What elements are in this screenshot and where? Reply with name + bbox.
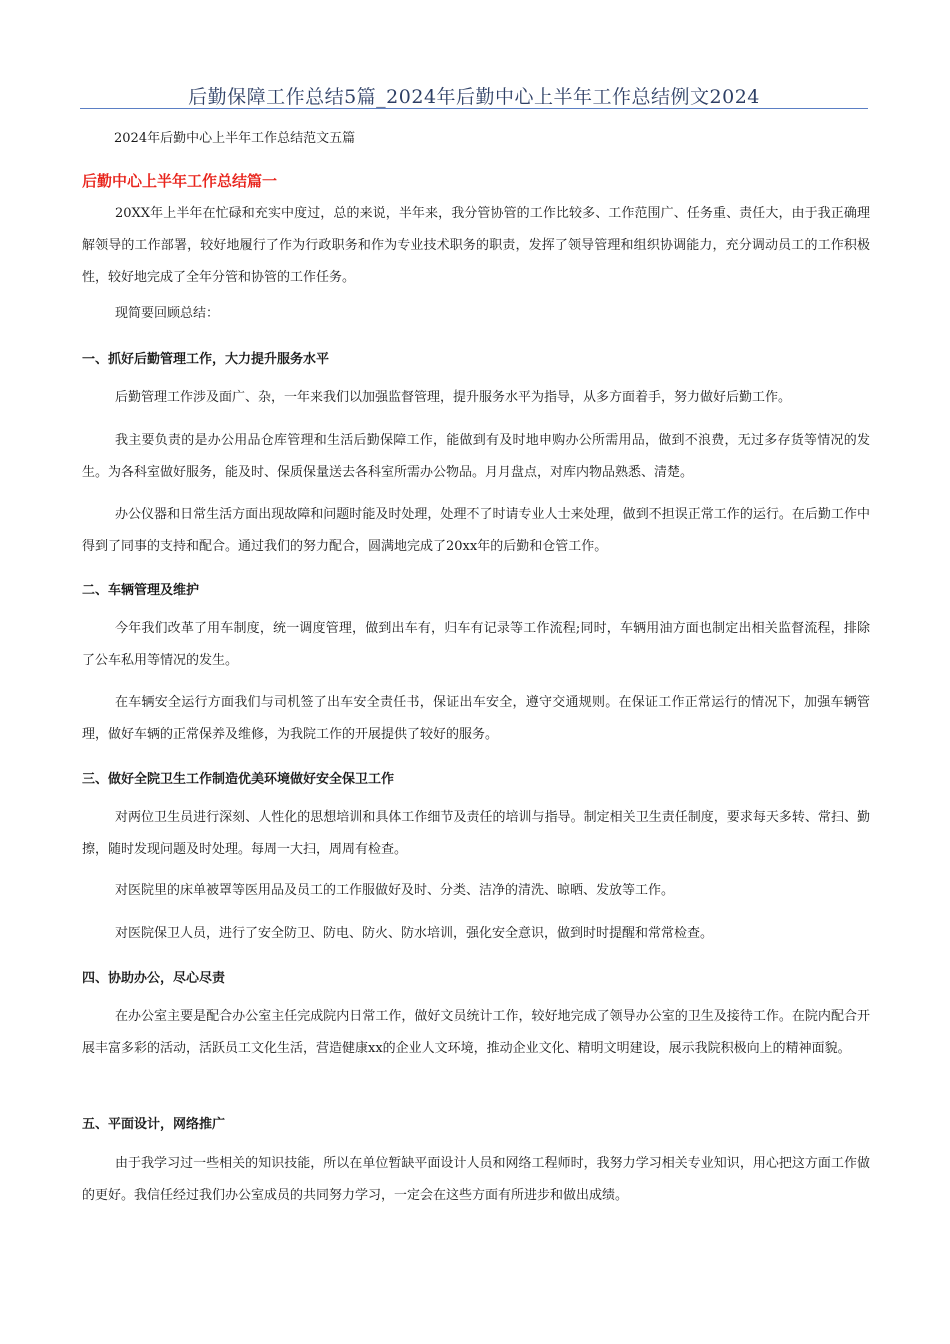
section-paragraph: 对两位卫生员进行深刻、人性化的思想培训和具体工作细节及责任的培训与指导。制定相关卫生责任制度，要求每天多转、常扫、勤擦，随时发现问题及时处理。每周一大扫，周周有检查。 bbox=[82, 810, 870, 857]
document-title: 后勤保障工作总结5篇_2024年后勤中心上半年工作总结例文2024 bbox=[188, 86, 760, 108]
section-paragraph: 在车辆安全运行方面我们与司机签了出车安全责任书，保证出车安全，遵守交通规则。在保证工作正常运行的情况下，加强车辆管理，做好车辆的正常保养及维修，为我院工作的开展提供了较好的服务。 bbox=[82, 695, 870, 742]
section-paragraph: 办公仪器和日常生活方面出现故障和问题时能及时处理，处理不了时请专业人士来处理，做到不担误正常工作的运行。在后勤工作中得到了同事的支持和配合。通过我们的努力配合，圆满地完成了20xx年的后勤和仓管工作。 bbox=[82, 507, 870, 554]
section-heading: 三、做好全院卫生工作制造优美环境做好安全保卫工作 bbox=[82, 772, 395, 787]
intro-paragraph: 20XX年上半年在忙碌和充实中度过，总的来说，半年来，我分管协管的工作比较多、工作范围广、任务重、责任大，由于我正确理解领导的工作部署，较好地履行了作为行政职务和作为专业技术职务的职责，发挥了领导管理和组织协调能力，充分调动员工的工作积极性，较好地完成了全年分管和协管的工作任务。 bbox=[82, 206, 870, 285]
intro-paragraph: 现简要回顾总结： bbox=[115, 306, 220, 321]
section-paragraph: 今年我们改革了用车制度，统一调度管理，做到出车有，归车有记录等工作流程;同时，车辆用油方面也制定出相关监督流程，排除了公车私用等情况的发生。 bbox=[82, 621, 870, 668]
section-paragraph: 对医院里的床单被罩等医用品及员工的工作服做好及时、分类、洁净的清洗、晾晒、发放等工作。 bbox=[115, 883, 675, 898]
section-heading: 四、协助办公，尽心尽责 bbox=[82, 971, 226, 986]
part-heading: 后勤中心上半年工作总结篇一 bbox=[82, 172, 278, 190]
document-subtitle: 2024年后勤中心上半年工作总结范文五篇 bbox=[114, 131, 356, 146]
section-paragraph: 由于我学习过一些相关的知识技能，所以在单位暂缺平面设计人员和网络工程师时，我努力学习相关专业知识，用心把这方面工作做的更好。我信任经过我们办公室成员的共同努力学习，一定会在这些方面有所进步和做出成绩。 bbox=[82, 1156, 870, 1203]
section-paragraph: 对医院保卫人员，进行了安全防卫、防电、防火、防水培训，强化安全意识，做到时时提醒和常常检查。 bbox=[115, 926, 714, 941]
section-paragraph: 我主要负责的是办公用品仓库管理和生活后勤保障工作，能做到有及时地申购办公所需用品，做到不浪费，无过多存货等情况的发生。为各科室做好服务，能及时、保质保量送去各科室所需办公物品。月月盘点，对库内物品熟悉、清楚。 bbox=[82, 433, 870, 480]
title-divider bbox=[80, 108, 868, 109]
section-paragraph: 在办公室主要是配合办公室主任完成院内日常工作，做好文员统计工作，较好地完成了领导办公室的卫生及接待工作。在院内配合开展丰富多彩的活动，活跃员工文化生活，营造健康xx的企业人文环境，推动企业文化、精明文明建设，展示我院积极向上的精神面貌。 bbox=[82, 1009, 870, 1056]
section-paragraph: 后勤管理工作涉及面广、杂，一年来我们以加强监督管理，提升服务水平为指导，从多方面着手，努力做好后勤工作。 bbox=[115, 390, 792, 405]
section-heading: 五、平面设计，网络推广 bbox=[82, 1117, 226, 1132]
section-heading: 一、抓好后勤管理工作，大力提升服务水平 bbox=[82, 352, 330, 367]
section-heading: 二、车辆管理及维护 bbox=[82, 583, 200, 598]
